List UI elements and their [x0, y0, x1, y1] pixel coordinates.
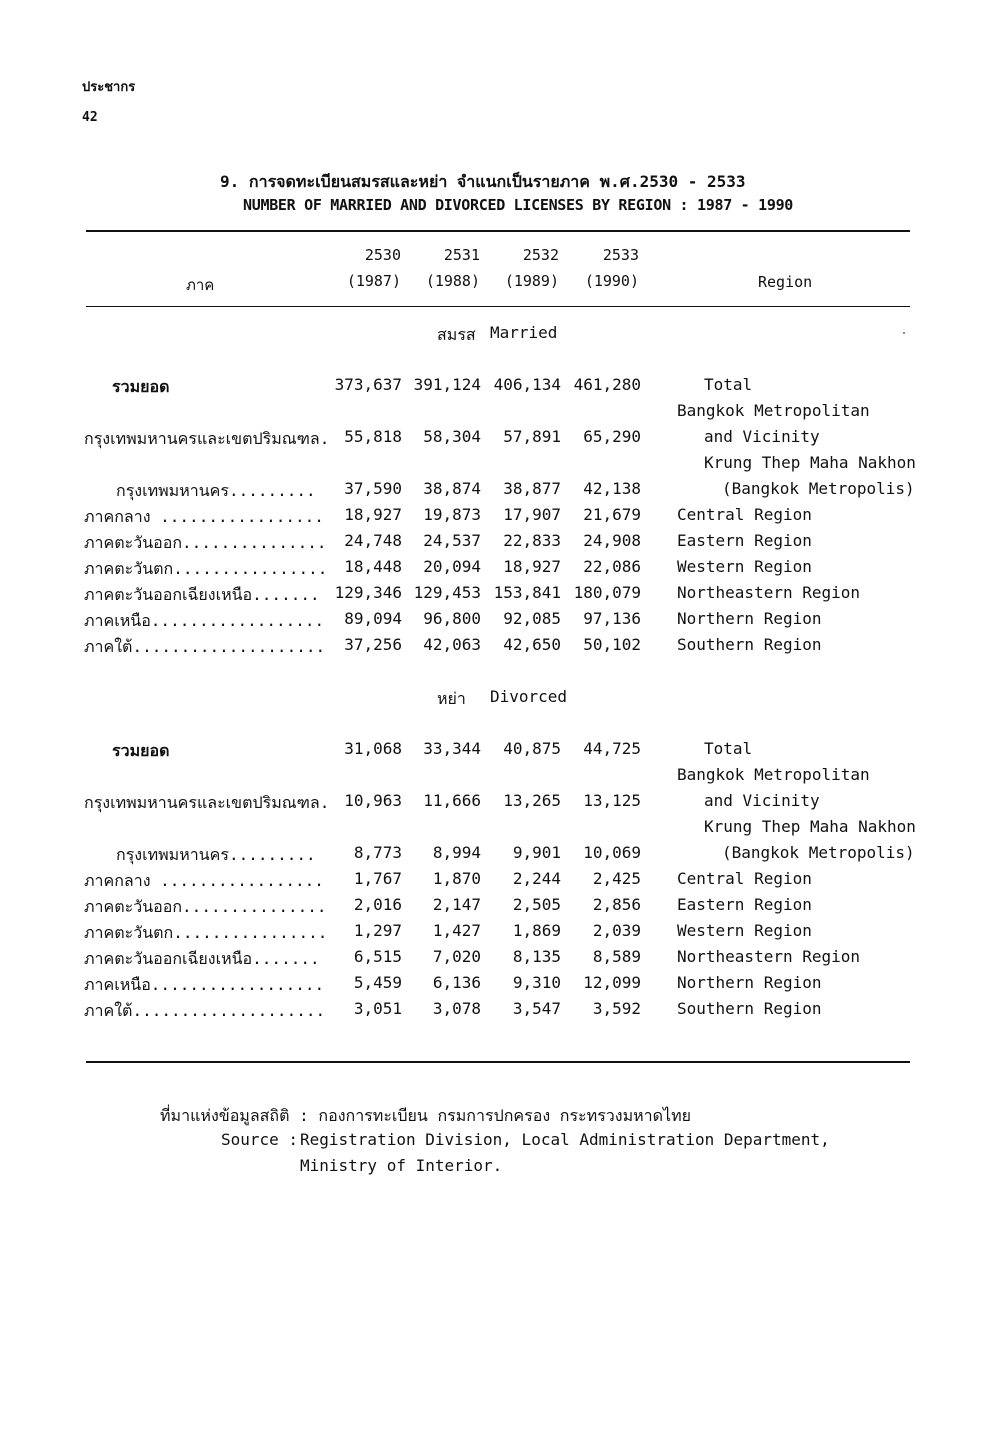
row-label-thai: ภาคตะวันออกเฉียงเหนือ....... — [84, 585, 320, 604]
row-label-thai: รวมยอด — [112, 741, 170, 760]
row-label-thai: ภาคตะวันออก............... — [84, 533, 327, 552]
cell-value: 12,099 — [583, 973, 641, 992]
header-year-th-4: 2533 — [602, 246, 639, 264]
table-row — [0, 453, 990, 479]
row-label-thai: ภาคตะวันออกเฉียงเหนือ....... — [84, 949, 320, 968]
row-label-thai: ภาคตะวันออก............... — [84, 897, 327, 916]
row-label-english: Krung Thep Maha Nakhon — [704, 453, 916, 472]
cell-value: 2,425 — [592, 869, 641, 888]
cell-value: 180,079 — [573, 583, 641, 602]
table-row — [0, 583, 990, 609]
row-label-english: Total — [704, 739, 753, 758]
cell-value: 22,833 — [503, 531, 561, 550]
table-row — [0, 609, 990, 635]
cell-value: 1,870 — [432, 869, 481, 888]
cell-value: 8,589 — [592, 947, 641, 966]
cell-value: 42,063 — [423, 635, 481, 654]
cell-value: 40,875 — [503, 739, 561, 758]
row-label-english: Northeastern Region — [677, 583, 861, 602]
table-row — [0, 895, 990, 921]
cell-value: 391,124 — [413, 375, 481, 394]
cell-value: 1,869 — [512, 921, 561, 940]
cell-value: 1,297 — [353, 921, 402, 940]
section-divorced-english: Divorced — [490, 687, 568, 706]
cell-value: 18,927 — [503, 557, 561, 576]
row-label-english: Eastern Region — [677, 531, 812, 550]
row-label-english: Northern Region — [677, 973, 822, 992]
cell-value: 50,102 — [583, 635, 641, 654]
row-label-english: Northeastern Region — [677, 947, 861, 966]
row-label-thai: กรุงเทพมหานคร......... — [116, 481, 316, 500]
table-bottom-rule — [86, 1061, 910, 1063]
row-label-thai: ภาคตะวันตก................ — [84, 923, 328, 942]
cell-value: 2,039 — [592, 921, 641, 940]
table-row — [0, 635, 990, 661]
table-row — [0, 739, 990, 765]
cell-value: 31,068 — [344, 739, 402, 758]
cell-value: 129,346 — [334, 583, 402, 602]
cell-value: 1,767 — [353, 869, 402, 888]
row-label-english: and Vicinity — [704, 791, 820, 810]
table-row — [0, 401, 990, 427]
cell-value: 2,147 — [432, 895, 481, 914]
row-label-thai: ภาคเหนือ.................. — [84, 611, 325, 630]
cell-value: 33,344 — [423, 739, 481, 758]
cell-value: 13,125 — [583, 791, 641, 810]
cell-value: 21,679 — [583, 505, 641, 524]
speck-mark — [903, 332, 905, 334]
table-row — [0, 843, 990, 869]
cell-value: 18,448 — [344, 557, 402, 576]
table-row — [0, 999, 990, 1025]
cell-value: 92,085 — [503, 609, 561, 628]
table-row — [0, 531, 990, 557]
header-year-en-4: (1990) — [584, 272, 639, 290]
cell-value: 8,773 — [353, 843, 402, 862]
row-label-english: Bangkok Metropolitan — [677, 401, 870, 420]
cell-value: 7,020 — [432, 947, 481, 966]
row-label-thai: กรุงเทพมหานครและเขตปริมณฑล. — [84, 793, 330, 812]
cell-value: 6,136 — [432, 973, 481, 992]
cell-value: 20,094 — [423, 557, 481, 576]
row-label-english: Southern Region — [677, 999, 822, 1018]
page-number: 42 — [82, 110, 98, 125]
cell-value: 10,069 — [583, 843, 641, 862]
cell-value: 8,994 — [432, 843, 481, 862]
cell-value: 57,891 — [503, 427, 561, 446]
table-row — [0, 765, 990, 791]
cell-value: 24,748 — [344, 531, 402, 550]
table-row — [0, 921, 990, 947]
cell-value: 3,592 — [592, 999, 641, 1018]
cell-value: 38,874 — [423, 479, 481, 498]
cell-value: 96,800 — [423, 609, 481, 628]
row-label-english: Central Region — [677, 505, 812, 524]
row-label-thai: ภาคใต้.................... — [84, 1001, 326, 1020]
row-label-thai: ภาคกลาง ................. — [84, 507, 324, 526]
cell-value: 153,841 — [493, 583, 561, 602]
table-row — [0, 973, 990, 999]
cell-value: 461,280 — [573, 375, 641, 394]
cell-value: 58,304 — [423, 427, 481, 446]
row-label-english: Bangkok Metropolitan — [677, 765, 870, 784]
cell-value: 55,818 — [344, 427, 402, 446]
row-label-thai: ภาคตะวันตก................ — [84, 559, 328, 578]
source-line-2: Ministry of Interior. — [300, 1156, 503, 1175]
source-label: Source : — [221, 1130, 299, 1149]
cell-value: 89,094 — [344, 609, 402, 628]
cell-value: 9,310 — [512, 973, 561, 992]
cell-value: 2,505 — [512, 895, 561, 914]
table-row — [0, 479, 990, 505]
cell-value: 11,666 — [423, 791, 481, 810]
cell-value: 24,537 — [423, 531, 481, 550]
row-label-thai: กรุงเทพมหานครและเขตปริมณฑล. — [84, 429, 330, 448]
header-year-th-3: 2532 — [522, 246, 559, 264]
source-line-1: Registration Division, Local Administration Department, — [300, 1130, 830, 1149]
row-label-thai: กรุงเทพมหานคร......... — [116, 845, 316, 864]
row-label-english: Total — [704, 375, 753, 394]
header-bottom-rule — [86, 306, 910, 307]
cell-value: 129,453 — [413, 583, 481, 602]
cell-value: 24,908 — [583, 531, 641, 550]
row-label-english: Central Region — [677, 869, 812, 888]
cell-value: 38,877 — [503, 479, 561, 498]
cell-value: 42,138 — [583, 479, 641, 498]
cell-value: 9,901 — [512, 843, 561, 862]
cell-value: 406,134 — [493, 375, 561, 394]
table-row — [0, 869, 990, 895]
cell-value: 2,244 — [512, 869, 561, 888]
row-label-thai: ภาคเหนือ.................. — [84, 975, 325, 994]
table-row — [0, 375, 990, 401]
title-thai: 9. การจดทะเบียนสมรสและหย่า จำแนกเป็นรายภาค พ.ศ.2530 - 2533 — [220, 172, 746, 191]
section-divorced-thai: หย่า — [437, 689, 466, 708]
section-married-thai: สมรส — [437, 325, 476, 344]
cell-value: 6,515 — [353, 947, 402, 966]
cell-value: 42,650 — [503, 635, 561, 654]
row-label-english: Krung Thep Maha Nakhon — [704, 817, 916, 836]
cell-value: 19,873 — [423, 505, 481, 524]
cell-value: 13,265 — [503, 791, 561, 810]
row-label-english: Southern Region — [677, 635, 822, 654]
cell-value: 8,135 — [512, 947, 561, 966]
table-row — [0, 791, 990, 817]
table-top-rule — [86, 230, 910, 232]
header-region-english: Region — [758, 273, 813, 291]
cell-value: 373,637 — [334, 375, 402, 394]
row-label-english: Western Region — [677, 557, 812, 576]
header-year-en-2: (1988) — [425, 272, 480, 290]
header-year-en-3: (1989) — [504, 272, 559, 290]
row-label-english: (Bangkok Metropolis) — [722, 479, 915, 498]
cell-value: 37,590 — [344, 479, 402, 498]
cell-value: 2,856 — [592, 895, 641, 914]
cell-value: 18,927 — [344, 505, 402, 524]
cell-value: 1,427 — [432, 921, 481, 940]
cell-value: 2,016 — [353, 895, 402, 914]
table-row — [0, 505, 990, 531]
cell-value: 22,086 — [583, 557, 641, 576]
row-label-english: and Vicinity — [704, 427, 820, 446]
row-label-english: Western Region — [677, 921, 812, 940]
section-married-english: Married — [490, 323, 558, 342]
header-region-thai: ภาค — [186, 276, 215, 294]
cell-value: 3,051 — [353, 999, 402, 1018]
header-year-en-1: (1987) — [346, 272, 401, 290]
row-label-english: Northern Region — [677, 609, 822, 628]
cell-value: 10,963 — [344, 791, 402, 810]
cell-value: 3,078 — [432, 999, 481, 1018]
cell-value: 17,907 — [503, 505, 561, 524]
cell-value: 65,290 — [583, 427, 641, 446]
table-row — [0, 557, 990, 583]
cell-value: 97,136 — [583, 609, 641, 628]
row-label-thai: ภาคใต้.................... — [84, 637, 326, 656]
cell-value: 37,256 — [344, 635, 402, 654]
source-thai: ที่มาแห่งข้อมูลสถิติ : กองการทะเบียน กรมการปกครอง กระทรวงมหาดไทย — [160, 1106, 692, 1125]
row-label-thai: ภาคกลาง ................. — [84, 871, 324, 890]
row-label-english: Eastern Region — [677, 895, 812, 914]
cell-value: 44,725 — [583, 739, 641, 758]
header-year-th-1: 2530 — [364, 246, 401, 264]
cell-value: 3,547 — [512, 999, 561, 1018]
header-year-th-2: 2531 — [443, 246, 480, 264]
table-row — [0, 947, 990, 973]
row-label-english: (Bangkok Metropolis) — [722, 843, 915, 862]
table-row — [0, 427, 990, 453]
row-label-thai: รวมยอด — [112, 377, 170, 396]
table-row — [0, 817, 990, 843]
cell-value: 5,459 — [353, 973, 402, 992]
running-head: ประชากร — [82, 80, 136, 95]
title-english: NUMBER OF MARRIED AND DIVORCED LICENSES BY REGION : 1987 - 1990 — [243, 196, 794, 214]
